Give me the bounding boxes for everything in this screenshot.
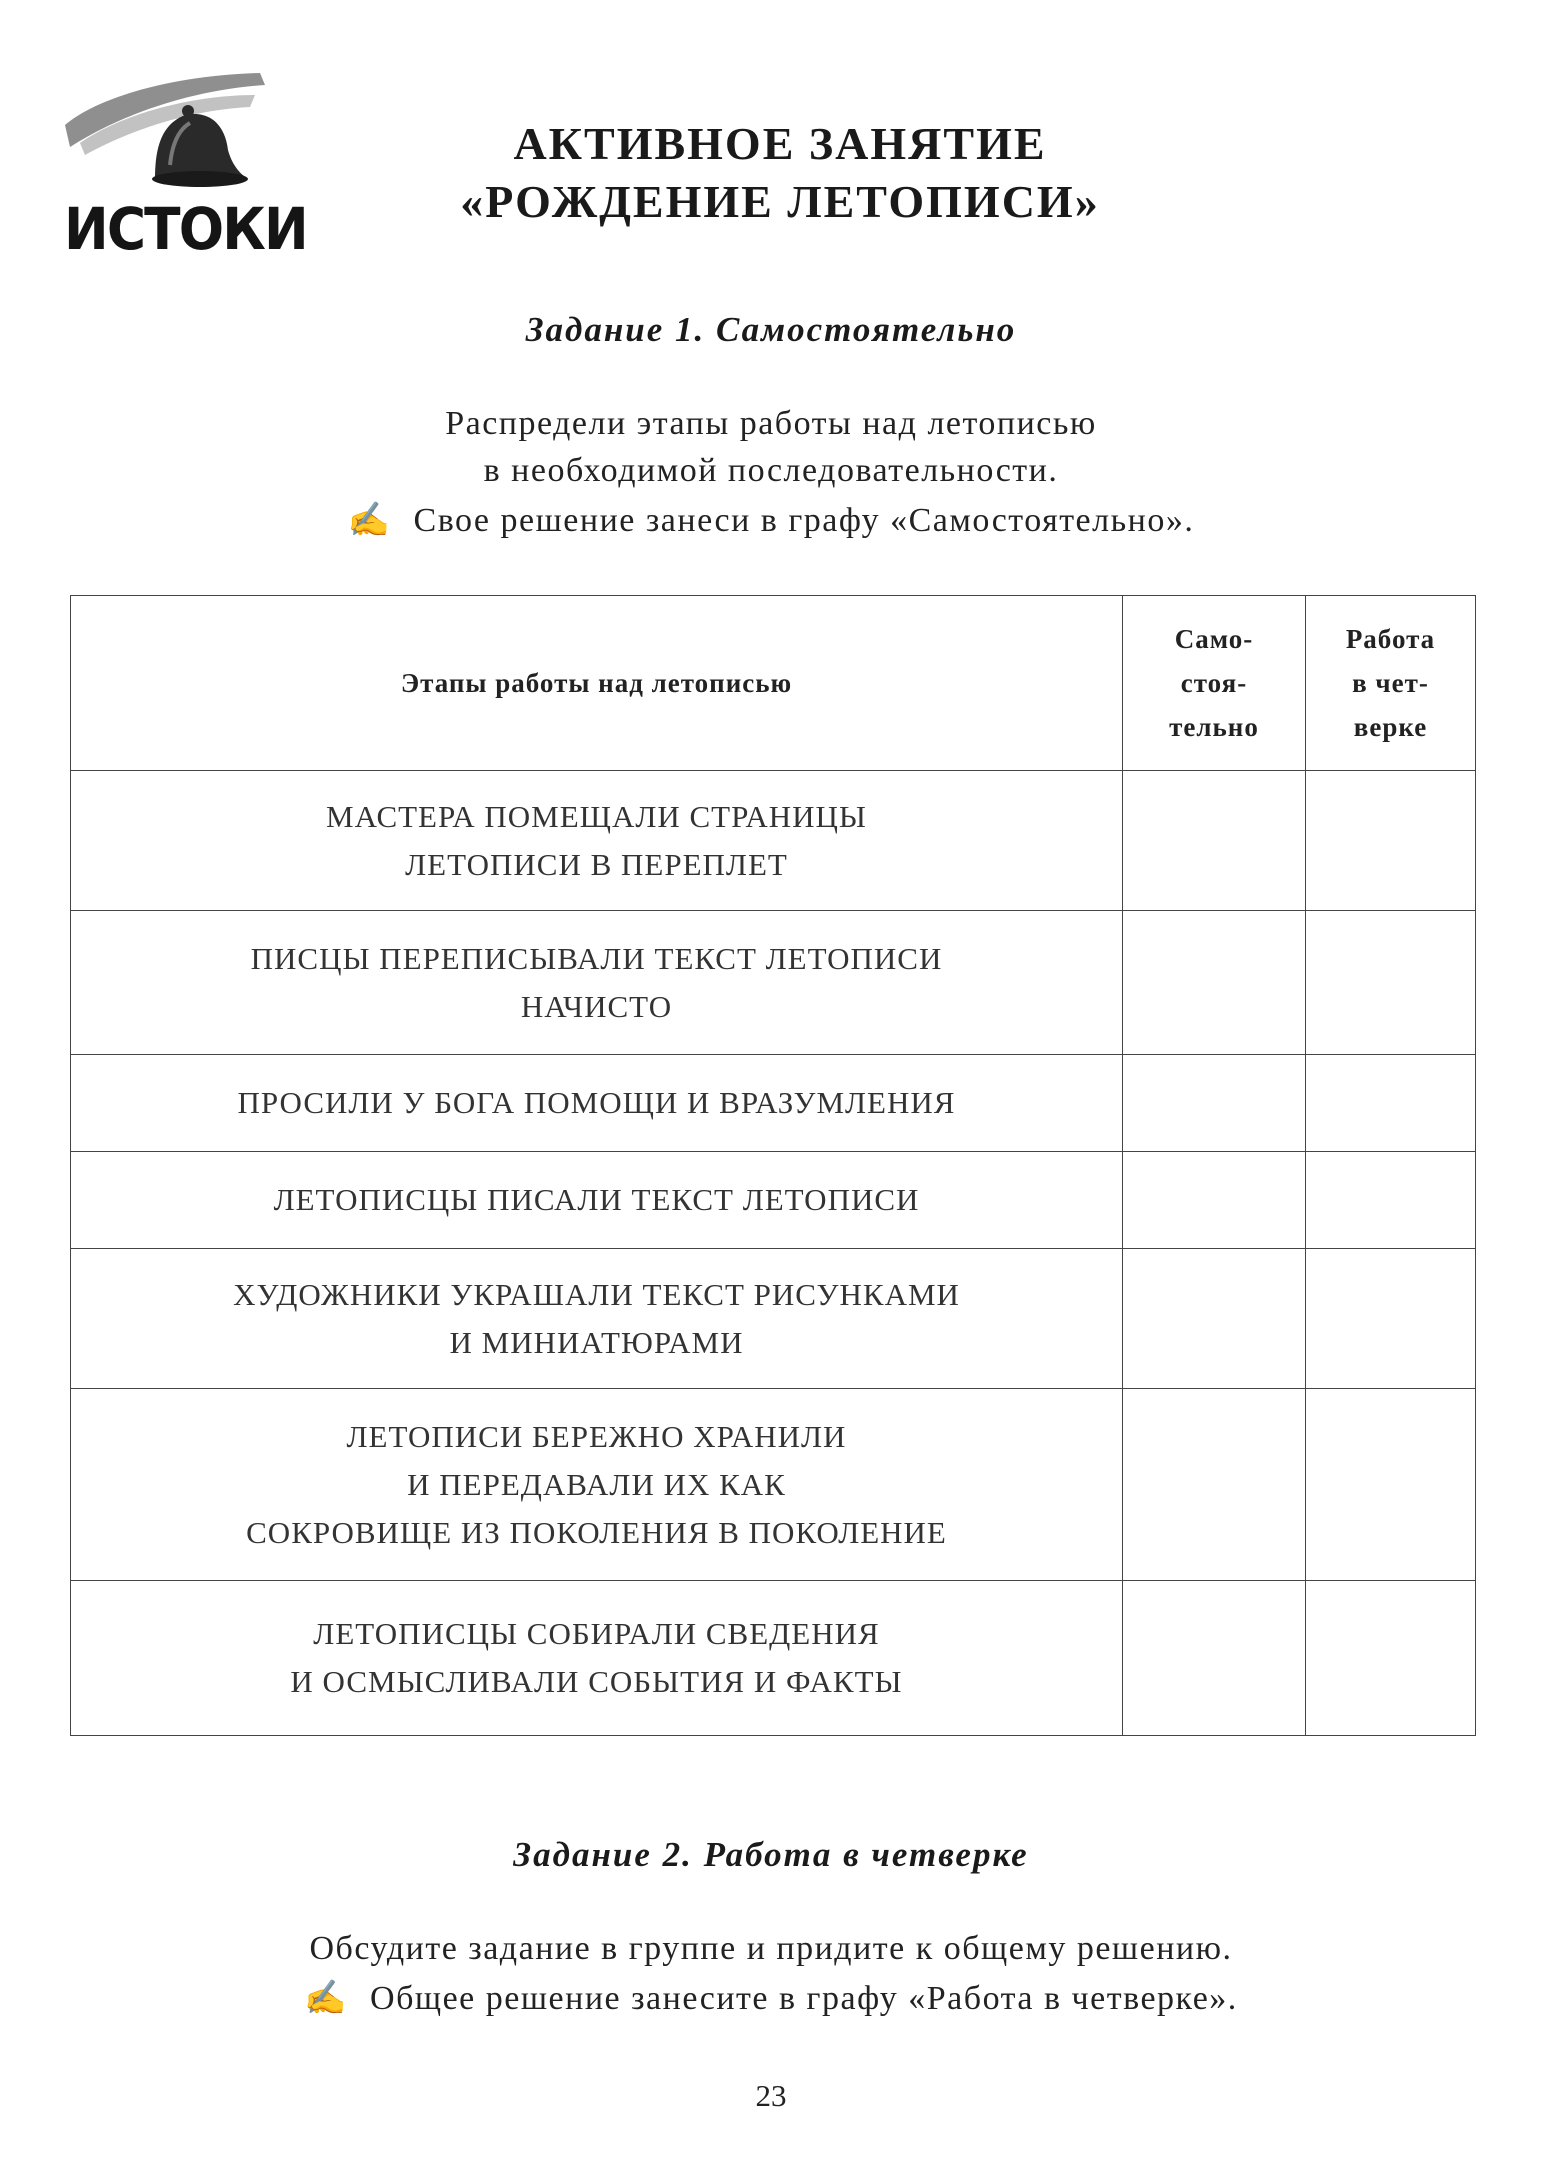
task-2-instruction-2-text: Общее решение занесите в графу «Работа в четверке». <box>370 1980 1238 2017</box>
solo-answer-cell[interactable] <box>1123 771 1306 911</box>
stage-text-line: ЛЕТОПИСИ БЕРЕЖНО ХРАНИЛИ <box>346 1418 847 1454</box>
group-answer-cell[interactable] <box>1306 1055 1476 1152</box>
pencil-writing-icon: ✍ <box>347 502 392 539</box>
table-row <box>71 911 1476 1055</box>
task-1-instruction-3-text: Свое решение занеси в графу «Самостоятельно». <box>413 502 1195 539</box>
table-row <box>71 1152 1476 1249</box>
stages-table <box>70 595 1476 1736</box>
istoki-logo <box>60 55 307 275</box>
stage-text-line: ПИСЦЫ ПЕРЕПИСЫВАЛИ ТЕКСТ ЛЕТОПИСИ <box>250 940 943 976</box>
table-row <box>71 771 1476 911</box>
group-answer-cell[interactable] <box>1306 1152 1476 1249</box>
stage-cell <box>71 1249 1123 1389</box>
group-answer-cell[interactable] <box>1306 1389 1476 1581</box>
stage-text-line: ХУДОЖНИКИ УКРАШАЛИ ТЕКСТ РИСУНКАМИ <box>233 1276 960 1312</box>
header-group-line: верке <box>1353 712 1428 742</box>
stage-cell <box>71 911 1123 1055</box>
table-row <box>71 1055 1476 1152</box>
header-group-line: Работа <box>1345 624 1436 654</box>
header-group-line: в чет- <box>1352 668 1429 698</box>
header-group <box>1306 596 1476 771</box>
solo-answer-cell[interactable] <box>1123 1581 1306 1736</box>
page-number: 23 <box>755 2078 787 2113</box>
task-1-instruction-1: Распредели этапы работы над летописью <box>445 405 1097 442</box>
header-solo-line: тельно <box>1169 712 1259 742</box>
header-solo-line: стоя- <box>1180 668 1248 698</box>
group-answer-cell[interactable] <box>1306 771 1476 911</box>
solo-answer-cell[interactable] <box>1123 911 1306 1055</box>
header-solo <box>1123 596 1306 771</box>
header-solo-line: Само- <box>1174 624 1254 654</box>
stage-text-line: И ОСМЫСЛИВАЛИ СОБЫТИЯ И ФАКТЫ <box>290 1664 903 1699</box>
group-answer-cell[interactable] <box>1306 911 1476 1055</box>
task-1-instruction-3 <box>0 500 1542 540</box>
task-2-heading: Задание 2. Работа в четверке <box>513 1835 1029 1874</box>
table-header-row <box>71 596 1476 771</box>
table-row <box>71 1249 1476 1389</box>
logo-text: ИСТОКИ <box>64 195 307 263</box>
stage-text-line: НАЧИСТО <box>520 988 673 1024</box>
group-answer-cell[interactable] <box>1306 1249 1476 1389</box>
task-2-instruction-1: Обсудите задание в группе и придите к общему решению. <box>309 1930 1233 1967</box>
header-stages: Этапы работы над летописью <box>71 596 1123 771</box>
page-title-line-1: АКТИВНОЕ ЗАНЯТИЕ <box>513 118 1047 169</box>
task-1-heading: Задание 1. Самостоятельно <box>525 310 1017 349</box>
solo-answer-cell[interactable] <box>1123 1389 1306 1581</box>
stage-text-line: МАСТЕРА ПОМЕЩАЛИ СТРАНИЦЫ <box>326 798 867 834</box>
bell-icon <box>60 55 290 195</box>
task-1-instruction-2: в необходимой последовательности. <box>483 452 1059 489</box>
table-row <box>71 1389 1476 1581</box>
solo-answer-cell[interactable] <box>1123 1249 1306 1389</box>
task-2-instruction-2 <box>0 1978 1542 2018</box>
solo-answer-cell[interactable] <box>1123 1055 1306 1152</box>
stage-cell <box>71 1581 1123 1736</box>
solo-answer-cell[interactable] <box>1123 1152 1306 1249</box>
page-title-line-2: «РОЖДЕНИЕ ЛЕТОПИСИ» <box>460 176 1100 227</box>
stage-text-line: ЛЕТОПИСИ В ПЕРЕПЛЕТ <box>405 846 788 882</box>
stage-text-line: И МИНИАТЮРАМИ <box>449 1324 744 1360</box>
stage-cell <box>71 1389 1123 1581</box>
pencil-writing-icon: ✍ <box>304 1980 349 2017</box>
stage-text-line: ЛЕТОПИСЦЫ ПИСАЛИ ТЕКСТ ЛЕТОПИСИ <box>273 1182 920 1217</box>
stage-text-line: СОКРОВИЩЕ ИЗ ПОКОЛЕНИЯ В ПОКОЛЕНИЕ <box>246 1514 947 1550</box>
stage-text-line: ПРОСИЛИ У БОГА ПОМОЩИ И ВРАЗУМЛЕНИЯ <box>237 1085 956 1120</box>
stage-cell <box>71 1152 1123 1249</box>
stage-text-line: И ПЕРЕДАВАЛИ ИХ КАК <box>407 1466 786 1502</box>
stage-text-line: ЛЕТОПИСЦЫ СОБИРАЛИ СВЕДЕНИЯ <box>313 1616 880 1651</box>
stage-cell <box>71 1055 1123 1152</box>
stage-cell <box>71 771 1123 911</box>
table-row <box>71 1581 1476 1736</box>
group-answer-cell[interactable] <box>1306 1581 1476 1736</box>
